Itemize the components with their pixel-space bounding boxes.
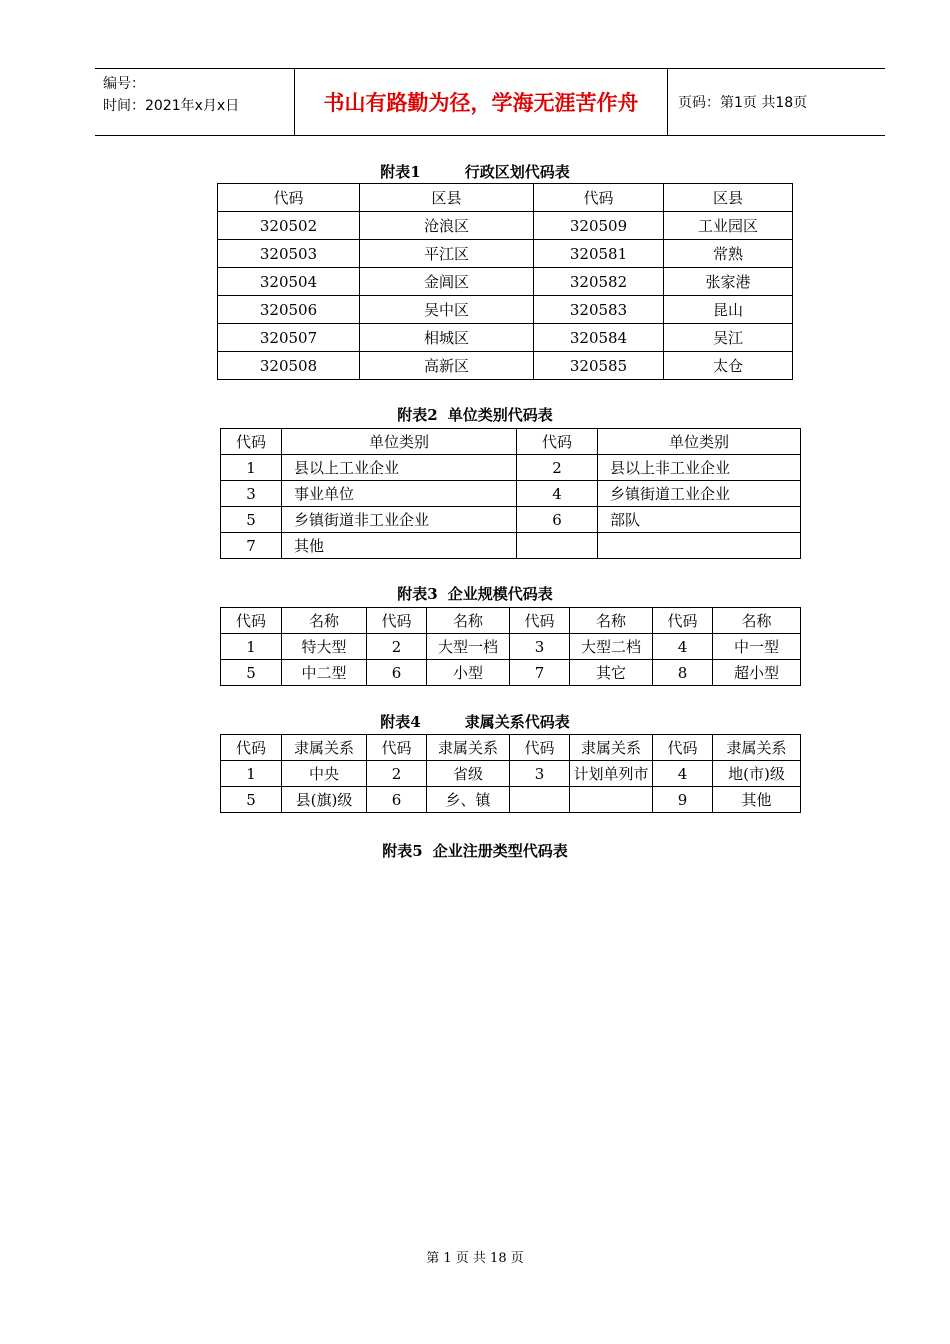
- header-cell: 代码: [653, 608, 713, 634]
- header-cell: 单位类别: [598, 429, 801, 455]
- table-cell: 其他: [282, 533, 517, 559]
- table-cell: 2: [517, 455, 598, 481]
- table4-caption-title: 隶属关系代码表: [464, 713, 570, 731]
- table-cell: [598, 533, 801, 559]
- header-cell: 名称: [427, 608, 510, 634]
- table-cell: 7: [221, 533, 282, 559]
- table-header-row: [218, 184, 793, 212]
- table-cell: 特大型: [282, 634, 367, 660]
- table-cell: 事业单位: [282, 481, 517, 507]
- table5-caption-num: 附表5: [382, 842, 423, 860]
- table1-caption-num: 附表1: [380, 163, 421, 181]
- time-label: 时间：2021年x月x日: [103, 98, 240, 114]
- table-row: [221, 455, 801, 481]
- table-cell: 县以上工业企业: [282, 455, 517, 481]
- table-header-row: [221, 429, 801, 455]
- table-cell: 乡镇街道非工业企业: [282, 507, 517, 533]
- table-cell: 地(市)级: [713, 761, 801, 787]
- table3-caption-num: 附表3: [397, 585, 438, 603]
- table-cell: 320584: [534, 324, 664, 352]
- table-cell: 计划单列市: [570, 761, 653, 787]
- table-enterprise-scale-codes: [220, 607, 801, 686]
- table4-caption-num: 附表4: [380, 713, 421, 731]
- header-cell: 名称: [282, 608, 367, 634]
- header-cell: 隶属关系: [713, 735, 801, 761]
- table-region-codes: [217, 183, 793, 380]
- table-cell: 9: [653, 787, 713, 813]
- table-cell: 320509: [534, 212, 664, 240]
- table5-caption-title: 企业注册类型代码表: [432, 842, 568, 860]
- table-cell: 320507: [218, 324, 360, 352]
- header-cell: 名称: [570, 608, 653, 634]
- table-unit-category-codes: [220, 428, 801, 559]
- table-cell: 中央: [282, 761, 367, 787]
- table-cell: 乡、镇: [427, 787, 510, 813]
- serial-label: 编号：: [103, 76, 145, 92]
- table-cell: [517, 533, 598, 559]
- table-cell: [510, 787, 570, 813]
- table-row: [221, 787, 801, 813]
- header-meta: [95, 69, 295, 135]
- table-cell: 2: [367, 761, 427, 787]
- table-cell: 常熟: [664, 240, 793, 268]
- table-row: [221, 481, 801, 507]
- header-cell: 隶属关系: [282, 735, 367, 761]
- header-cell: 代码: [534, 184, 664, 212]
- table-cell: 3: [510, 761, 570, 787]
- table-cell: 6: [367, 660, 427, 686]
- table-cell: 太仓: [664, 352, 793, 380]
- header-cell: 代码: [367, 735, 427, 761]
- table-cell: 320583: [534, 296, 664, 324]
- table-row: [218, 268, 793, 296]
- header-cell: 区县: [664, 184, 793, 212]
- table-row: [221, 634, 801, 660]
- table-cell: 吴中区: [360, 296, 534, 324]
- page-footer: 第 1 页 共 18 页: [426, 1251, 524, 1266]
- table-cell: 乡镇街道工业企业: [598, 481, 801, 507]
- header-cell: 名称: [713, 608, 801, 634]
- header-cell: 代码: [367, 608, 427, 634]
- table-cell: 其他: [713, 787, 801, 813]
- table-cell: 省级: [427, 761, 510, 787]
- table-row: [221, 533, 801, 559]
- header-page-info: 页码：第1页 共18页: [678, 95, 808, 111]
- table-row: [218, 240, 793, 268]
- table-cell: 2: [367, 634, 427, 660]
- table-cell: 大型一档: [427, 634, 510, 660]
- table-cell: 4: [653, 761, 713, 787]
- table-cell: 工业园区: [664, 212, 793, 240]
- table5-caption: [0, 841, 950, 861]
- header-cell: 代码: [221, 735, 282, 761]
- table-cell: 320506: [218, 296, 360, 324]
- table-cell: 超小型: [713, 660, 801, 686]
- table-cell: 1: [221, 761, 282, 787]
- table-row: [218, 296, 793, 324]
- table-row: [221, 660, 801, 686]
- table-cell: 320581: [534, 240, 664, 268]
- table4-caption: [0, 712, 950, 732]
- table-cell: 相城区: [360, 324, 534, 352]
- table-header-row: [221, 608, 801, 634]
- table-cell: 8: [653, 660, 713, 686]
- table-cell: [570, 787, 653, 813]
- table2-caption: [0, 405, 950, 425]
- table-cell: 5: [221, 507, 282, 533]
- table-cell: 县以上非工业企业: [598, 455, 801, 481]
- table-cell: 小型: [427, 660, 510, 686]
- table-cell: 县(旗)级: [282, 787, 367, 813]
- table-cell: 昆山: [664, 296, 793, 324]
- table-cell: 5: [221, 787, 282, 813]
- header-cell: 单位类别: [282, 429, 517, 455]
- header-cell: 代码: [221, 608, 282, 634]
- table-cell: 3: [510, 634, 570, 660]
- table-cell: 1: [221, 634, 282, 660]
- table-cell: 1: [221, 455, 282, 481]
- header-cell: 隶属关系: [427, 735, 510, 761]
- table-cell: 320508: [218, 352, 360, 380]
- table-cell: 中一型: [713, 634, 801, 660]
- header-cell: 隶属关系: [570, 735, 653, 761]
- table-header-row: [221, 735, 801, 761]
- table-cell: 中二型: [282, 660, 367, 686]
- table-row: [218, 324, 793, 352]
- table2-caption-title: 单位类别代码表: [447, 406, 553, 424]
- table-cell: 7: [510, 660, 570, 686]
- table-cell: 6: [367, 787, 427, 813]
- table-cell: 5: [221, 660, 282, 686]
- table-cell: 320503: [218, 240, 360, 268]
- header-cell: 区县: [360, 184, 534, 212]
- table-cell: 320502: [218, 212, 360, 240]
- table-cell: 4: [517, 481, 598, 507]
- table-cell: 其它: [570, 660, 653, 686]
- table-cell: 6: [517, 507, 598, 533]
- table-cell: 大型二档: [570, 634, 653, 660]
- table-cell: 320504: [218, 268, 360, 296]
- table-row: [218, 212, 793, 240]
- table-cell: 4: [653, 634, 713, 660]
- table1-caption: [0, 162, 950, 182]
- table1-caption-title: 行政区划代码表: [464, 163, 570, 181]
- header-cell: 代码: [218, 184, 360, 212]
- header-cell: 代码: [653, 735, 713, 761]
- table-row: [218, 352, 793, 380]
- table3-caption: [0, 584, 950, 604]
- table-cell: 3: [221, 481, 282, 507]
- header-cell: 代码: [510, 608, 570, 634]
- table3-caption-title: 企业规模代码表: [447, 585, 553, 603]
- table-cell: 高新区: [360, 352, 534, 380]
- table-cell: 320582: [534, 268, 664, 296]
- header-cell: 代码: [517, 429, 598, 455]
- table-cell: 金阊区: [360, 268, 534, 296]
- table-cell: 部队: [598, 507, 801, 533]
- header-cell: 代码: [510, 735, 570, 761]
- table-cell: 吴江: [664, 324, 793, 352]
- page-header: [95, 68, 885, 136]
- table-cell: 320585: [534, 352, 664, 380]
- table-affiliation-codes: [220, 734, 801, 813]
- table-cell: 沧浪区: [360, 212, 534, 240]
- table-row: [221, 761, 801, 787]
- table2-caption-num: 附表2: [397, 406, 438, 424]
- table-row: [221, 507, 801, 533]
- table-cell: 平江区: [360, 240, 534, 268]
- header-slogan: 书山有路勤为径，学海无涯苦作舟: [295, 69, 668, 135]
- table-cell: 张家港: [664, 268, 793, 296]
- header-cell: 代码: [221, 429, 282, 455]
